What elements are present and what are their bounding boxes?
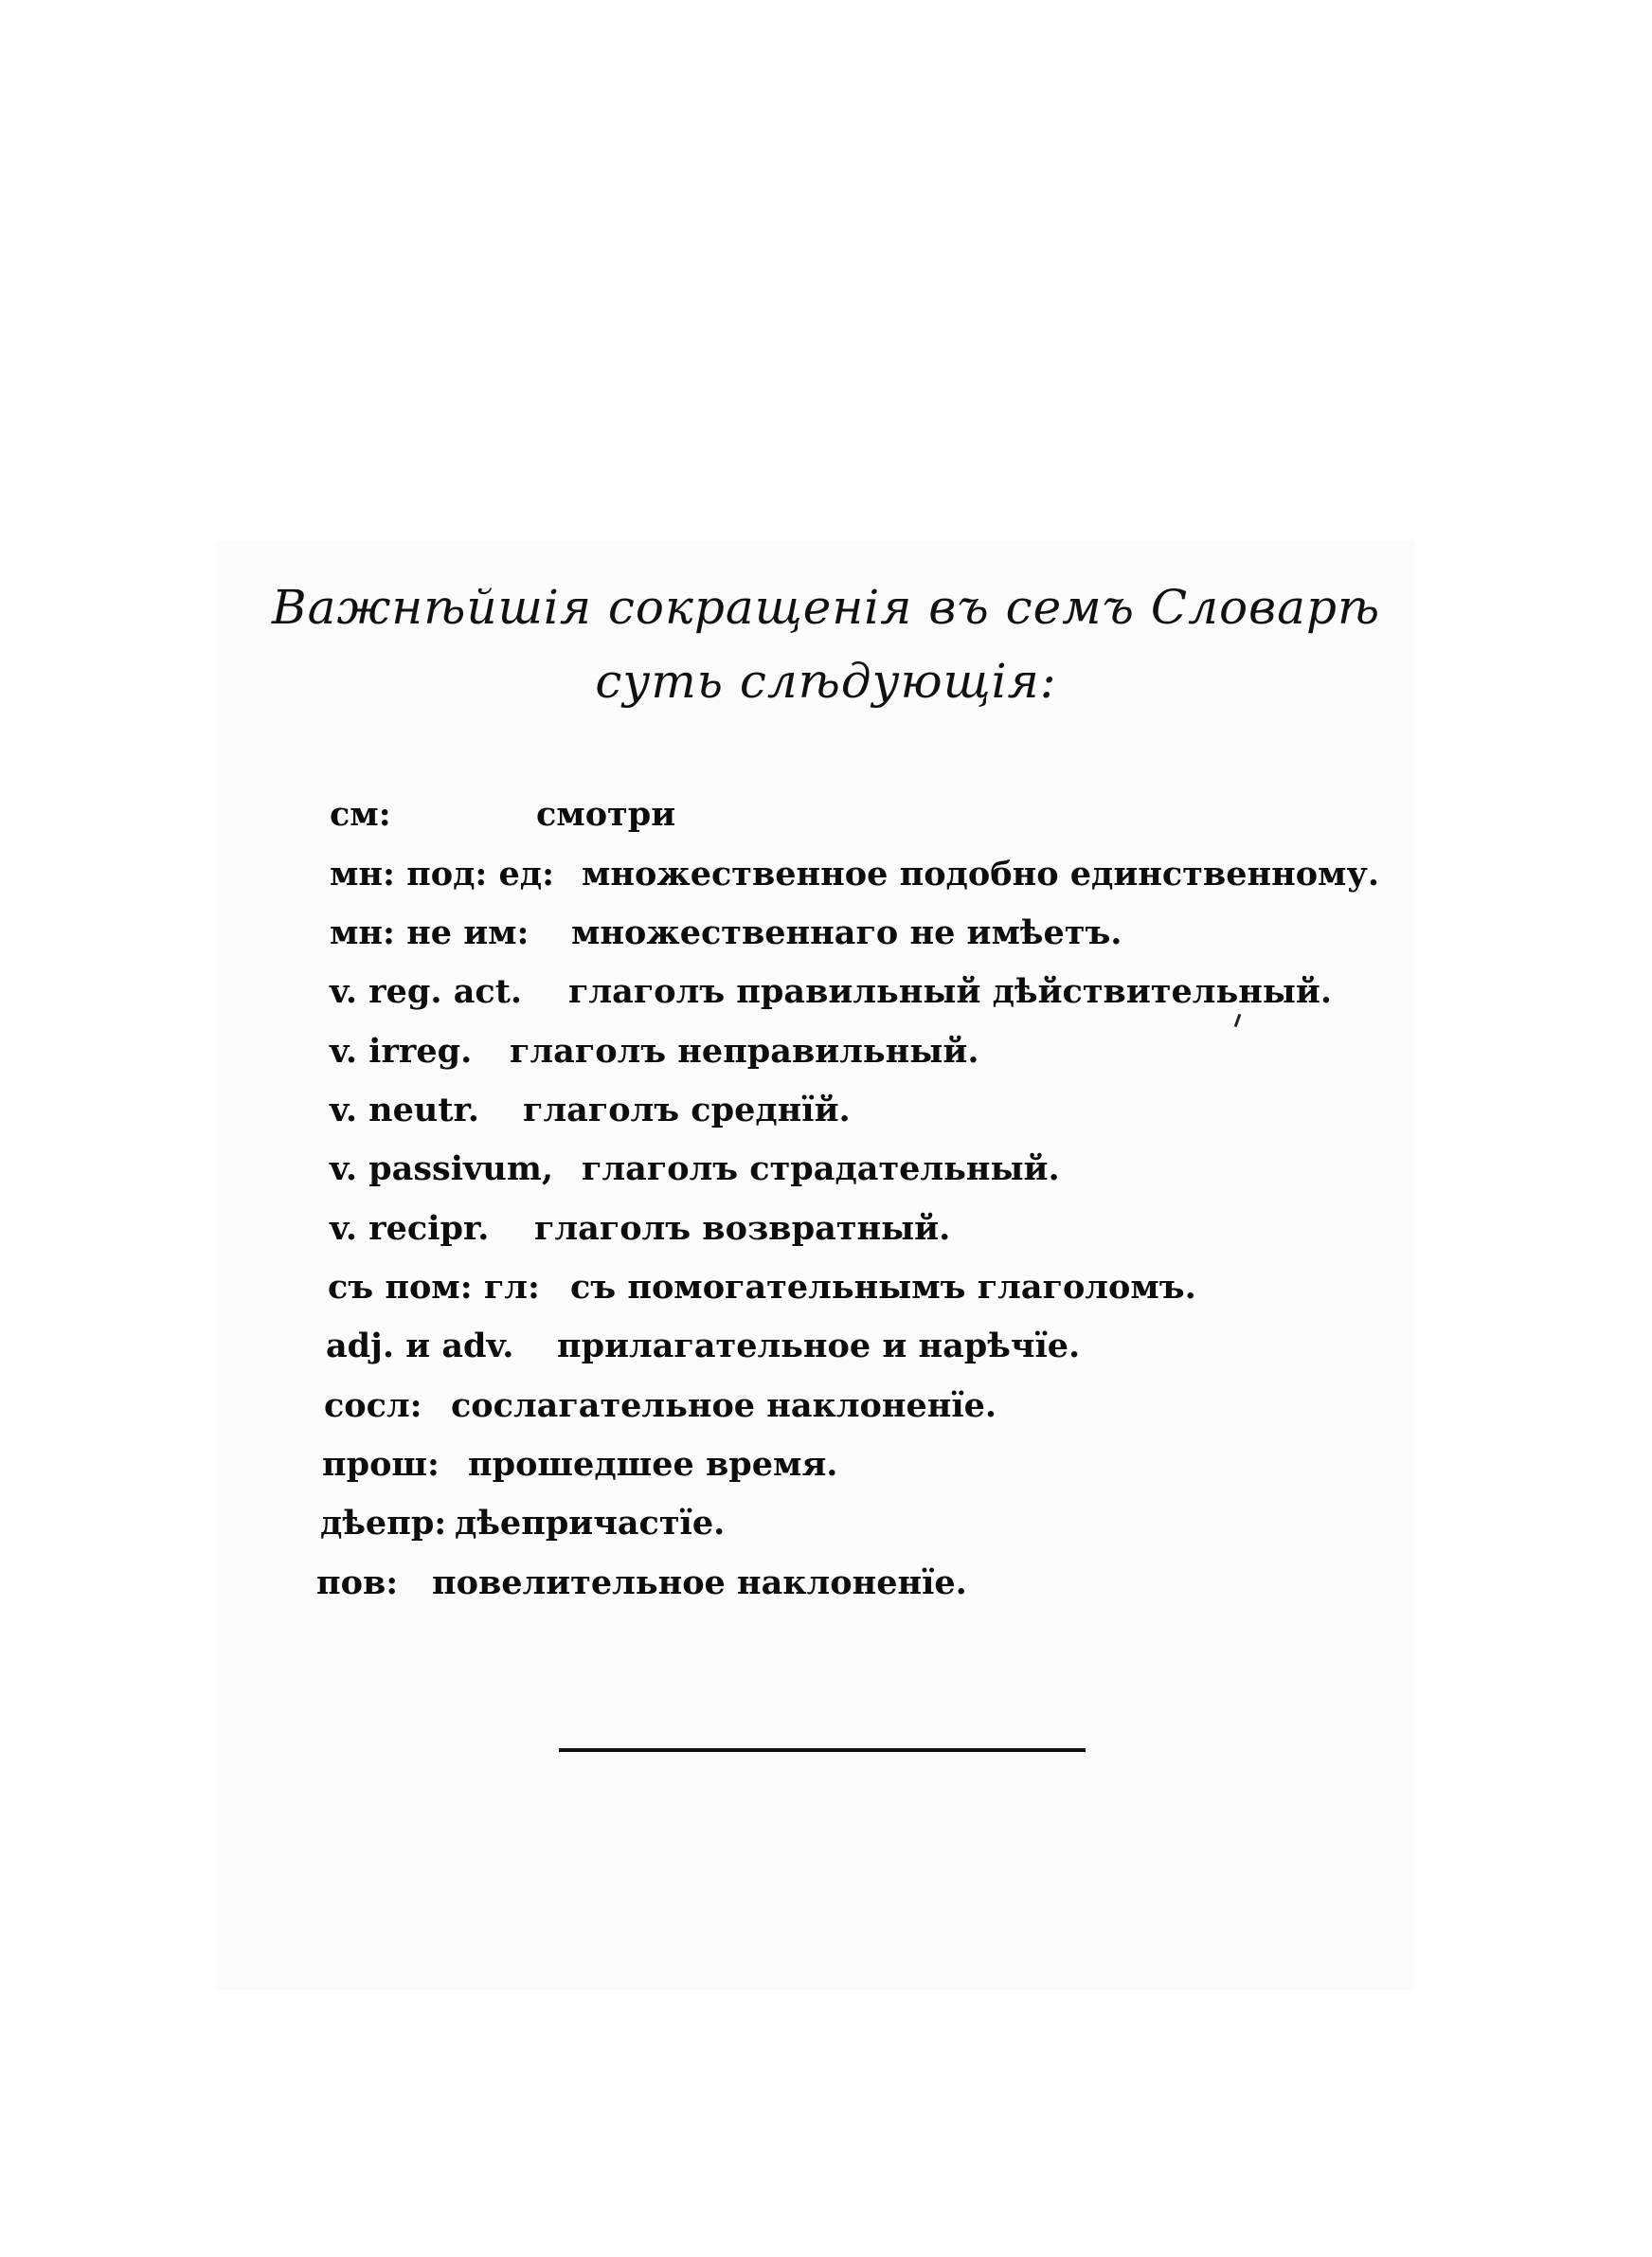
abbreviation-meaning: дѣепричастїе. [455, 1504, 726, 1543]
horizontal-rule [559, 1748, 1086, 1752]
abbreviation-meaning: повелительное наклоненїе. [432, 1563, 967, 1602]
abbreviation-meaning: прилагательное и нарѣчїе. [557, 1327, 1081, 1365]
abbreviation-meaning: множественнаго не имѣетъ. [571, 913, 1122, 952]
abbreviation-meaning: множественное подобно единственному. [582, 855, 1380, 894]
abbreviation: v. passivum, [330, 1149, 554, 1188]
abbreviation-meaning: глаголъ среднїй. [523, 1091, 851, 1129]
paper-area [216, 540, 1414, 1990]
abbreviation-meaning: съ помогательнымъ глаголомъ. [570, 1268, 1196, 1307]
abbreviation-meaning: глаголъ правильный дѣйствительный. [568, 972, 1333, 1011]
abbreviation-meaning: глаголъ возвратный. [534, 1209, 951, 1248]
abbreviation-meaning: глаголъ неправильный. [510, 1032, 979, 1071]
abbreviation-meaning: глаголъ страдательный. [582, 1149, 1060, 1188]
abbreviation: прош: [322, 1445, 440, 1484]
abbreviation-meaning: сослагательное наклоненїе. [451, 1386, 997, 1425]
abbreviation: съ пом: гл: [328, 1268, 540, 1307]
abbreviation: дѣепр: [320, 1504, 447, 1543]
abbreviation: сосл: [324, 1386, 422, 1425]
abbreviation: мн: не им: [330, 913, 530, 952]
heading-line-2: суть слѣдующія: [595, 654, 1057, 709]
abbreviation: v. reg. act. [330, 972, 523, 1011]
abbreviation: мн: под: ед: [330, 855, 555, 894]
heading-line-1: Важнѣйшія сокращенія въ семъ Словарѣ [271, 580, 1381, 635]
abbreviation: пов: [316, 1563, 399, 1602]
abbreviation-meaning: смотри [536, 795, 676, 834]
abbreviation: v. recipr. [330, 1209, 490, 1248]
abbreviation: v. neutr. [330, 1091, 479, 1129]
abbreviation: v. irreg. [330, 1032, 473, 1071]
abbreviation: adj. и adv. [326, 1327, 514, 1365]
abbreviation: см: [330, 795, 391, 834]
abbreviation-meaning: прошедшее время. [468, 1445, 838, 1484]
